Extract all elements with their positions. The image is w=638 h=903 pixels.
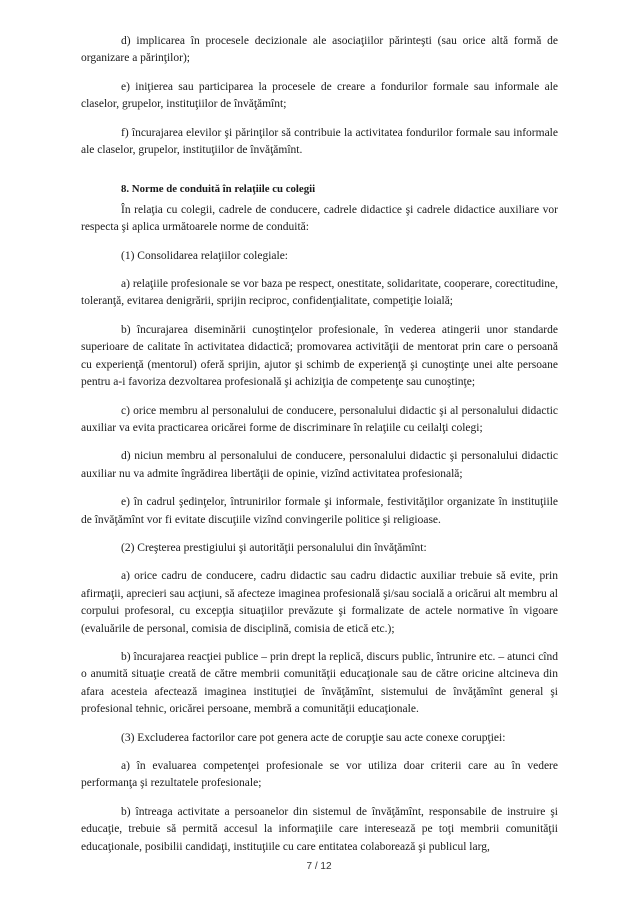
paragraph-1c-no-discrimination: c) orice membru al personalului de conducere, personalului didactic şi al personalului didactic auxiliar va evita practicarea oricărei forme de discriminare în relaţiile cu ceilalţi colegi; bbox=[81, 404, 558, 434]
paragraph-1d-freedom-of-opinion: d) niciun membru al personalului de conducere, personalului didactic şi personalului didactic auxiliar nu va admite îngrădirea libertăţii de opinie, vizînd activitatea profesională; bbox=[81, 450, 558, 480]
paragraph-d-parents-decisions: d) implicarea în procesele decizionale ale asociaţiilor părinteşti (sau orice altă formă de organizare a părinţilor); bbox=[81, 35, 558, 65]
section-8-heading: 8. Norme de conduită în relaţiile cu colegii bbox=[121, 183, 316, 196]
paragraph-1e-avoid-political-religious: e) în cadrul şedinţelor, întrunirilor formale şi informale, festivităţilor organizate în instituţiile de învăţămînt vor fi evitate discuţiile vizînd convingerile politice şi religioase. bbox=[81, 496, 558, 526]
paragraph-3-corruption-factors: (3) Excluderea factorilor care pot genera acte de corupţie sau acte conexe corupţiei: bbox=[121, 731, 506, 744]
paragraph-3b-access-to-information: b) întreaga activitate a persoanelor din sistemul de învăţămînt, responsabile de instruire şi educaţie, trebuie să permită accesul la informaţiile care interesează pe toţi membrii comunităţii educaţionale, posibilii candidaţi, instituţiile cu care entitatea colaborează şi publicul larg, bbox=[81, 805, 558, 853]
paragraph-3a-evaluation-criteria: a) în evaluarea competenţei profesionale se vor utiliza doar criterii care au în vedere performanţa şi rezultatele profesionale; bbox=[81, 760, 558, 790]
paragraph-1b-knowledge-dissemination: b) încurajarea diseminării cunoştinţelor profesionale, în vederea atingerii unor standarde superioare de calitate în activitatea didactică; promovarea activităţii de mentorat prin care o persoană cu experienţă (mentorul) oferă sprijin, ajutor şi schimb de experienţă şi cunoştinţe unei alte persoane pentru a-i favoriza dezvoltarea profesională şi achiziţia de competenţe sau cunoştinţe; bbox=[81, 323, 558, 389]
paragraph-e-funds-initiation: e) iniţierea sau participarea la procesele de creare a fondurilor formale sau informale ale claselor, grupelor, instituţiilor de învăţămînt; bbox=[81, 80, 558, 111]
paragraph-colleagues-intro: În relaţia cu colegii, cadrele de conducere, cadrele didactice şi cadrele didactice auxiliare vor respecta şi aplica următoarele norme de conduită: bbox=[81, 203, 558, 234]
paragraph-1-collegial-relations: (1) Consolidarea relaţiilor colegiale: bbox=[121, 249, 289, 262]
page-number: 7 / 12 bbox=[306, 861, 332, 872]
paragraph-2b-public-reaction: b) încurajarea reacţiei publice – prin drept la replică, discurs public, întrunire etc. – atunci cînd o anumită situaţie creată de către membrii comunităţii educaţionale sau de către oricine altcineva din afara acesteia afectează imaginea instituţiei de învăţămînt, sistemului de învăţămînt general şi profesional tehnic, oricărei persoane, membră a comunităţii educaţionale. bbox=[81, 650, 558, 716]
paragraph-f-encourage-contribution: f) încurajarea elevilor şi părinţilor să contribuie la activitatea fondurilor formale sau informale ale claselor, grupelor, instituţiilor de învăţămînt. bbox=[81, 126, 558, 157]
paragraph-2a-avoid-damaging-image: a) orice cadru de conducere, cadru didactic sau cadru didactic auxiliar trebuie să evite, prin afirmaţii, aprecieri sau acţiuni, să afecteze imaginea profesională şi/sau socială a oricărui alt membru al corpului profesoral, cu excepţia situaţiilor prevăzute şi formalizate de actele normative în vigoare (evaluările de personal, comisia de disciplină, comisia de etică etc.); bbox=[81, 570, 558, 635]
paragraph-2-prestige-authority: (2) Creşterea prestigiului şi autorităţii personalului din învăţămînt: bbox=[121, 541, 427, 554]
paragraph-1a-professional-relations: a) relaţiile profesionale se vor baza pe respect, onestitate, solidaritate, cooperare, corectitudine, toleranţă, evitarea denigrării, sprijin reciproc, confidenţialitate, competiţie loială; bbox=[81, 278, 558, 308]
